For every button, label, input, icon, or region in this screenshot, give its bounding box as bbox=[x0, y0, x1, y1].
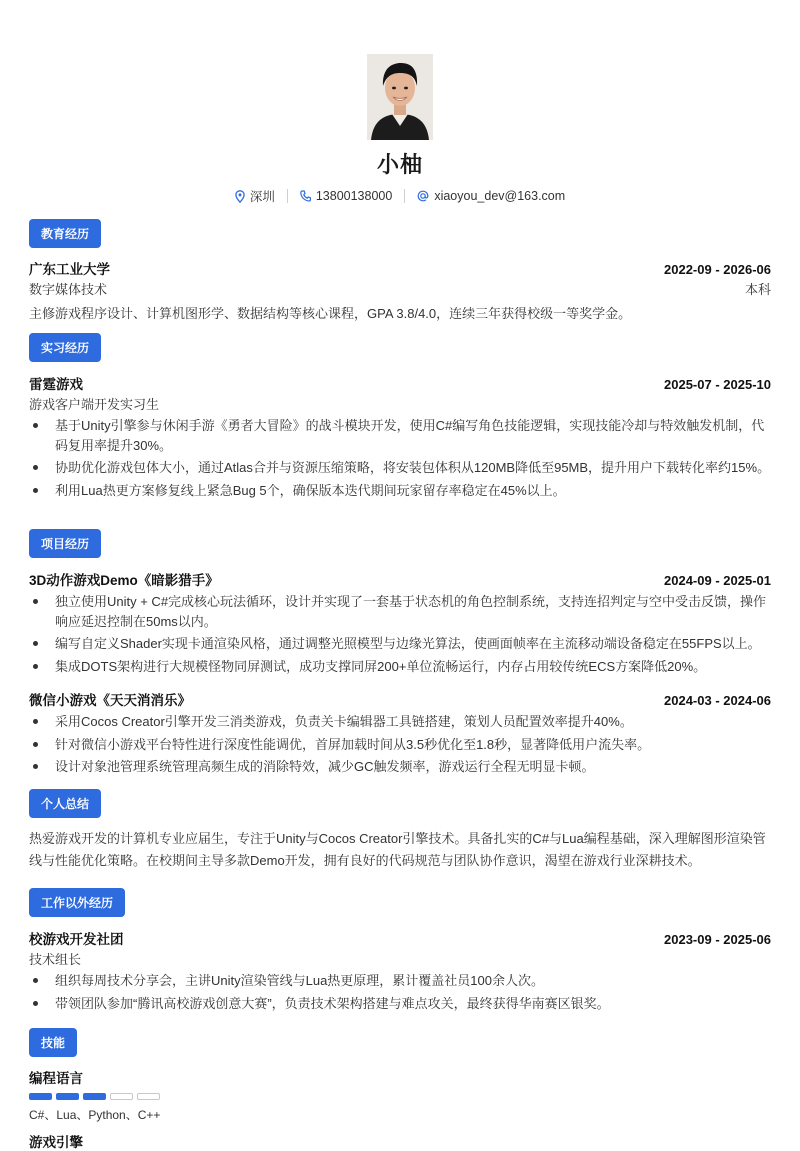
education-row bbox=[29, 258, 771, 278]
project-bullets bbox=[29, 712, 771, 777]
list-item: 组织每周技术分享会，主讲Unity渲染管线与Lua热更原理，累计覆盖社员100余人次。 bbox=[29, 971, 771, 991]
section-tag-internship: 实习经历 bbox=[29, 333, 101, 362]
divider bbox=[404, 189, 405, 203]
project-bullets bbox=[29, 592, 771, 676]
education-row-2 bbox=[29, 279, 771, 298]
projects-section bbox=[29, 529, 771, 777]
skill-name: 游戏引擎 bbox=[29, 1135, 83, 1150]
internship-role: 游戏客户端开发实习生 bbox=[29, 397, 160, 412]
phone-icon bbox=[300, 190, 311, 202]
contact-bar bbox=[0, 187, 800, 205]
extra-date: 2023-09 - 2025-06 bbox=[664, 932, 771, 947]
education-section bbox=[29, 219, 771, 325]
company-name: 雷霆游戏 bbox=[29, 377, 83, 392]
summary-section bbox=[29, 789, 771, 872]
extra-bullets bbox=[29, 971, 771, 1013]
project-date: 2024-09 - 2025-01 bbox=[664, 573, 771, 588]
city-text: 深圳 bbox=[249, 190, 275, 204]
email-text[interactable]: xiaoyou_dev@163.com bbox=[434, 189, 566, 203]
level-segment bbox=[110, 1093, 133, 1100]
level-segment bbox=[56, 1093, 79, 1100]
education-date: 2022-09 - 2026-06 bbox=[664, 262, 771, 277]
list-item: 针对微信小游戏平台特性进行深度性能调优，首屏加载时间从3.5秒优化至1.8秒，显著降低用户流失率。 bbox=[29, 735, 771, 755]
project-date: 2024-03 - 2024-06 bbox=[664, 693, 771, 708]
extra-row bbox=[29, 928, 771, 948]
section-tag-skills: 技能 bbox=[29, 1028, 77, 1057]
list-item: 利用Lua热更方案修复线上紧急Bug 5个，确保版本迭代期间玩家留存率稳定在45%以上。 bbox=[29, 481, 771, 501]
location-pin-icon bbox=[235, 190, 245, 203]
internship-date: 2025-07 - 2025-10 bbox=[664, 377, 771, 392]
list-item: 设计对象池管理系统管理高频生成的消除特效，减少GC触发频率，游戏运行全程无明显卡顿。 bbox=[29, 757, 771, 777]
list-item: 协助优化游戏包体大小，通过Atlas合并与资源压缩策略，将安装包体积从120MB降低至95MB，提升用户下载转化率约15%。 bbox=[29, 458, 771, 478]
internship-section bbox=[29, 333, 771, 500]
project-row bbox=[29, 569, 771, 589]
avatar bbox=[367, 54, 433, 140]
candidate-name: 小柚 bbox=[376, 152, 423, 177]
contact-city bbox=[235, 187, 275, 205]
section-tag-summary: 个人总结 bbox=[29, 789, 101, 818]
level-segment bbox=[83, 1093, 106, 1100]
list-item: 带领团队参加“腾讯高校游戏创意大赛”，负责技术架构搭建与难点攻关，最终获得华南赛区银奖。 bbox=[29, 994, 771, 1014]
extra-section bbox=[29, 888, 771, 1013]
list-item: 集成DOTS架构进行大规模怪物同屏测试，成功支撑同屏200+单位流畅运行，内存占用较传统ECS方案降低20%。 bbox=[29, 657, 771, 677]
level-segment bbox=[29, 1093, 52, 1100]
internship-row bbox=[29, 373, 771, 393]
level-segment bbox=[137, 1093, 160, 1100]
education-desc: 主修游戏程序设计、计算机图形学、数据结构等核心课程，GPA 3.8/4.0，连续三年获得校级一等奖学金。 bbox=[29, 306, 632, 321]
skill-desc: C#、Lua、Python、C++ bbox=[29, 1108, 161, 1122]
project-name: 3D动作游戏Demo《暗影猎手》 bbox=[29, 573, 219, 588]
project-name: 微信小游戏《天天消消乐》 bbox=[29, 693, 191, 708]
contact-phone bbox=[300, 189, 392, 203]
extra-role: 技术组长 bbox=[29, 952, 82, 967]
resume-header bbox=[0, 0, 800, 205]
degree: 本科 bbox=[744, 282, 771, 297]
phone-text[interactable]: 13800138000 bbox=[315, 189, 393, 203]
skill-level-bar bbox=[29, 1093, 771, 1100]
at-sign-icon bbox=[417, 190, 429, 202]
school-name: 广东工业大学 bbox=[29, 262, 110, 277]
project-row bbox=[29, 689, 771, 709]
skill-name: 编程语言 bbox=[29, 1071, 83, 1086]
summary-text: 热爱游戏开发的计算机专业应届生，专注于Unity与Cocos Creator引擎技术。具备扎实的C#与Lua编程基础，深入理解图形渲染管线与性能优化策略。在校期间主导多款Demo开发，拥有良好的代码规范与团队协作意识，渴望在游戏行业深耕技术。 bbox=[29, 831, 766, 868]
section-tag-extra: 工作以外经历 bbox=[29, 888, 125, 917]
list-item: 采用Cocos Creator引擎开发三消类游戏，负责关卡编辑器工具链搭建，策划人员配置效率提升40%。 bbox=[29, 712, 771, 732]
internship-bullets bbox=[29, 416, 771, 500]
skills-section bbox=[29, 1028, 771, 1151]
major: 数字媒体技术 bbox=[29, 282, 108, 297]
divider bbox=[287, 189, 288, 203]
list-item: 编写自定义Shader实现卡通渲染风格，通过调整光照模型与边缘光算法，使画面帧率在主流移动端设备稳定在55FPS以上。 bbox=[29, 634, 771, 654]
section-tag-education: 教育经历 bbox=[29, 219, 101, 248]
list-item: 基于Unity引擎参与休闲手游《勇者大冒险》的战斗模块开发，使用C#编写角色技能逻辑，实现技能冷却与特效触发机制，代码复用率提升30%。 bbox=[29, 416, 771, 455]
org-name: 校游戏开发社团 bbox=[29, 932, 124, 947]
contact-email bbox=[417, 189, 565, 203]
section-tag-projects: 项目经历 bbox=[29, 529, 101, 558]
list-item: 独立使用Unity + C#完成核心玩法循环，设计并实现了一套基于状态机的角色控制系统，支持连招判定与空中受击反馈，操作响应延迟控制在50ms以内。 bbox=[29, 592, 771, 631]
